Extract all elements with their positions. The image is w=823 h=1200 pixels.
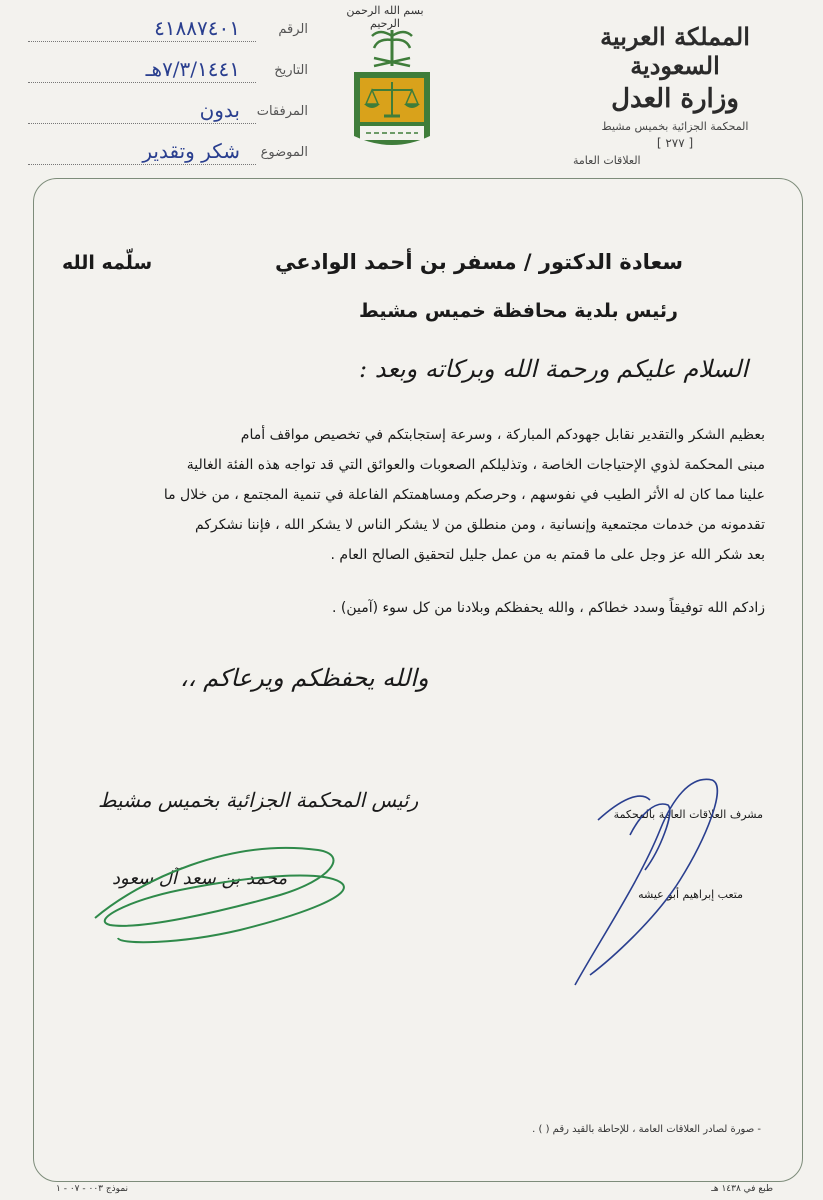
department-name: العلاقات العامة [573, 154, 641, 167]
subject-label: الموضوع [260, 145, 308, 160]
attachments-value: بدون [199, 98, 240, 122]
letter-meta [28, 16, 308, 180]
number-label: الرقم [278, 22, 308, 37]
ministry-name: وزارة العدل [611, 84, 739, 114]
ministry-header [555, 22, 795, 167]
body-line: بعظيم الشكر والتقدير نقابل جهودكم المباركة ، وسرعة إستجابتكم في تخصيص مواقف أمام [240, 427, 765, 443]
number-value: ٤١٨٨٧٤٠١ [154, 16, 240, 40]
date-label: التاريخ [274, 63, 308, 78]
attachments-line [28, 123, 256, 124]
body-line: بعد شكر الله عز وجل على ما قمتم به من عمل جليل لتحقيق الصالح العام . [330, 547, 765, 563]
attachments-label: المرفقات [256, 104, 308, 119]
number-line [28, 41, 256, 42]
pr-supervisor-title: مشرف العلاقات العامة بالمحكمة [613, 808, 763, 821]
print-note: طبع في ١٤٣٨ هـ [711, 1184, 773, 1194]
closing-line: والله يحفظكم ويرعاكم ،، [180, 664, 429, 692]
date-row [28, 57, 308, 87]
date-value: ٧/٣/١٤٤١هـ [145, 57, 240, 81]
recipient-line: سعادة الدكتور / مسفر بن أحمد الوادعي [274, 250, 683, 274]
date-line [28, 82, 256, 83]
number-row [28, 16, 308, 46]
salutation-right: سلّمه الله [62, 252, 153, 274]
chief-judge-title: رئيس المحكمة الجزائية بخميس مشيط [98, 788, 419, 812]
subject-row [28, 139, 308, 169]
kingdom-name: المملكة العربية السعودية [600, 22, 750, 80]
prayer-line: زادكم الله توفيقاً وسدد خطاكم ، والله يحفظكم وبلادنا من كل سوء (آمين) . [331, 600, 765, 616]
pr-supervisor-name: متعب إبراهيم أبو عيشه [638, 888, 743, 901]
ministry-emblem-icon [350, 26, 434, 160]
basmala: بسم الله الرحمن الرحيم [346, 4, 424, 30]
body-line: تقدمونه من خدمات مجتمعية وإنسانية ، ومن منطلق من لا يشكر الناس لا يشكر الله ، فإننا نشكركم [195, 517, 765, 533]
form-number: نموذج ٠٠٣ - ٠٧ - ١ [56, 1184, 129, 1194]
attachments-row [28, 98, 308, 128]
subject-line [28, 164, 256, 165]
chief-judge-name: محمد بن سعد آل سعود [112, 868, 288, 889]
copy-note: - صورة لصادر العلاقات العامة ، للإحاطة بالقيد رقم ( ) . [532, 1124, 761, 1135]
court-name: المحكمة الجزائية بخميس مشيط [601, 120, 749, 133]
recipient-position: رئيس بلدية محافظة خميس مشيط [359, 300, 678, 322]
greeting: السلام عليكم ورحمة الله وبركاته وبعد : [359, 355, 748, 383]
letter-body [53, 420, 765, 570]
subject-value: شكر وتقدير [142, 139, 240, 163]
body-line: علينا مما كان له الأثر الطيب في نفوسهم ، وحرصكم ومساهمتكم الفاعلة في تنمية المجتمع ، من خلال ما [163, 487, 765, 503]
body-line: مبنى المحكمة لذوي الإحتياجات الخاصة ، وتذليلكم الصعوبات والعوائق التي قد تواجه هذه الفئة الغالية [186, 457, 765, 473]
court-code: [ ٢٧٧ ] [656, 136, 694, 150]
